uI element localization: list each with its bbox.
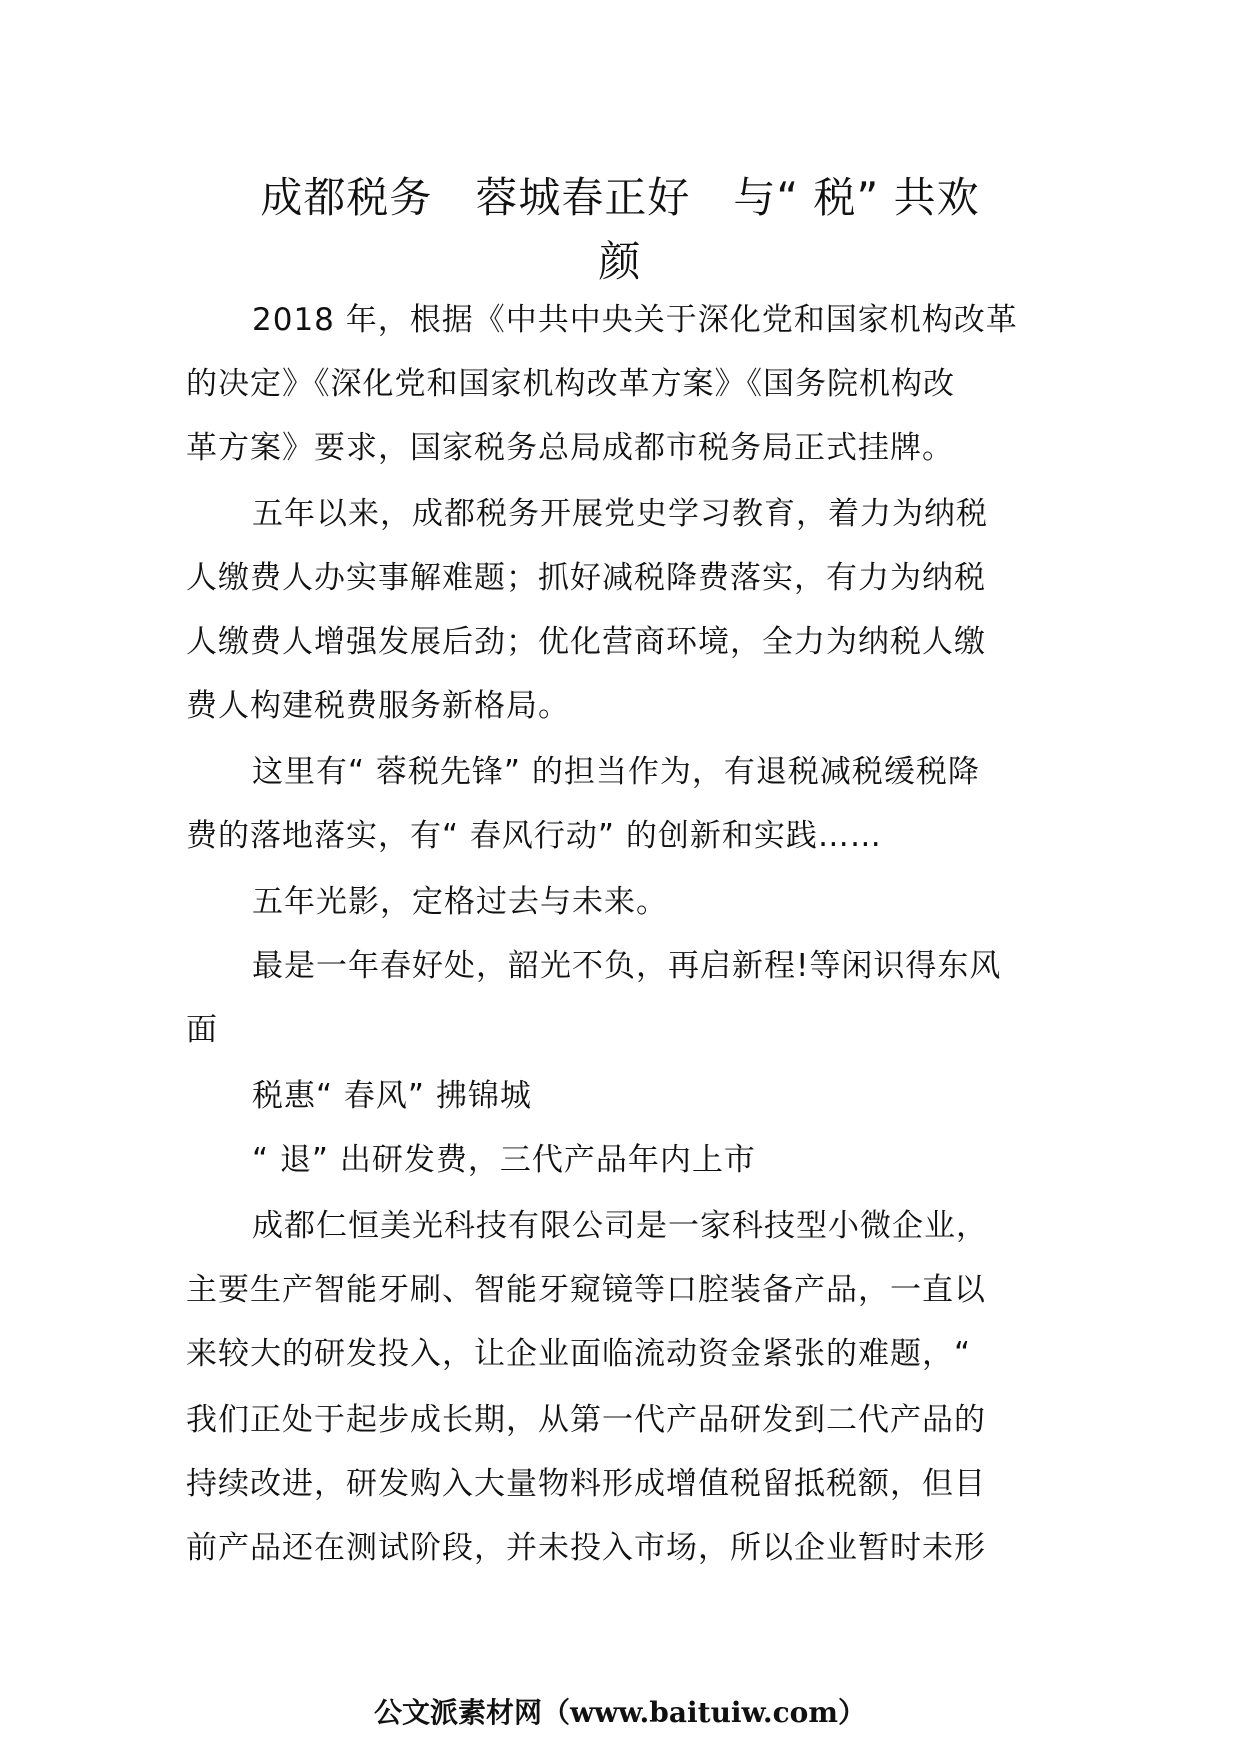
document-title-line-1: 成都税务 蓉城春正好 与“ 税” 共欢 xyxy=(260,173,980,222)
body-line: 五年以来，成都税务开展党史学习教育，着力为纳税 xyxy=(252,496,988,532)
body-line: 费人构建税费服务新格局。 xyxy=(186,688,570,724)
body-line: 主要生产智能牙刷、智能牙窥镜等口腔装备产品，一直以 xyxy=(186,1272,986,1308)
body-line: 前产品还在测试阶段，并未投入市场，所以企业暂时未形 xyxy=(186,1530,986,1566)
body-line: 这里有“ 蓉税先锋” 的担当作为，有退税减税缓税降 xyxy=(252,754,980,790)
document-title-line-2: 颜 xyxy=(598,237,642,286)
body-line: 面 xyxy=(186,1012,218,1048)
body-line: 成都仁恒美光科技有限公司是一家科技型小微企业， xyxy=(252,1208,988,1244)
subheading-line: “ 退” 出研发费，三代产品年内上市 xyxy=(252,1142,756,1178)
body-line: 人缴费人增强发展后劲；优化营商环境，全力为纳税人缴 xyxy=(186,624,986,660)
body-line: 革方案》要求，国家税务总局成都市税务局正式挂牌。 xyxy=(186,430,954,466)
body-line: 费的落地落实，有“ 春风行动” 的创新和实践…… xyxy=(186,818,882,854)
body-line: 我们正处于起步成长期，从第一代产品研发到二代产品的 xyxy=(186,1402,986,1438)
body-line: 的决定》《深化党和国家机构改革方案》《国务院机构改 xyxy=(186,366,955,402)
body-line: 2018 年，根据《中共中央关于深化党和国家机构改革 xyxy=(252,302,1018,338)
subheading-line: 税惠“ 春风” 拂锦城 xyxy=(252,1078,532,1114)
body-line: 五年光影，定格过去与未来。 xyxy=(252,884,668,920)
body-line: 来较大的研发投入，让企业面临流动资金紧张的难题，“ xyxy=(186,1336,972,1372)
body-line: 持续改进，研发购入大量物料形成增值税留抵税额，但目 xyxy=(186,1466,986,1502)
footer-watermark-text: 公文派素材网（www.baituiw.com） xyxy=(374,1696,866,1729)
body-line: 最是一年春好处，韶光不负，再启新程!等闲识得东风 xyxy=(252,948,1002,984)
body-line: 人缴费人办实事解难题；抓好减税降费落实，有力为纳税 xyxy=(186,560,986,596)
